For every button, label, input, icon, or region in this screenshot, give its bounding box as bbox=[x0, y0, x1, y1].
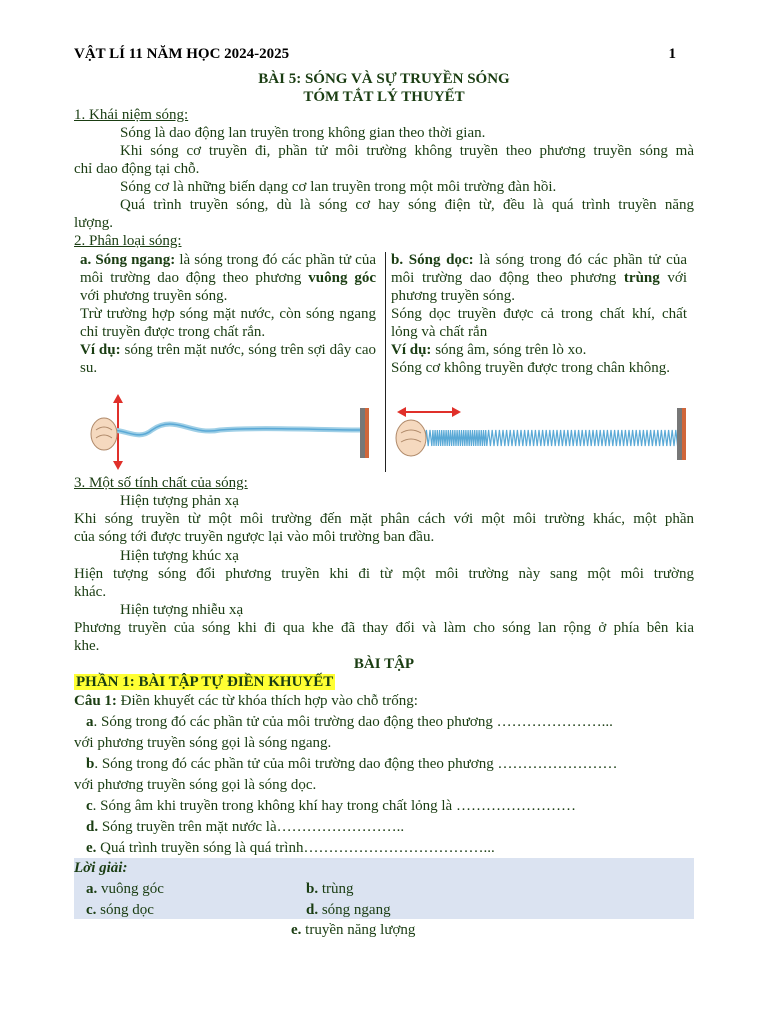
refraction-title: Hiện tượng khúc xạ bbox=[120, 548, 239, 564]
section-1-p2a: Khi sóng cơ truyền đi, phần tử môi trường không truyền theo phương truyền sóng mà bbox=[120, 143, 694, 159]
answer-d: d. sóng ngang bbox=[306, 902, 391, 918]
page-number: 1 bbox=[668, 46, 676, 62]
diffraction-text-a: Phương truyền của sóng khi đi qua khe đã thay đổi và làm cho sóng lan rộng ở phía bên kia bbox=[74, 620, 694, 636]
refraction-text-a: Hiện tượng sóng đổi phương truyền khi đi từ một môi trường này sang một môi trường bbox=[74, 566, 694, 582]
refraction-text-b: khác. bbox=[74, 584, 107, 600]
page-header bbox=[74, 45, 694, 63]
longitudinal-definition: b. Sóng dọc: là sóng trong đó các phần tử của môi trường dao động theo phương trùng với phương truyền sóng. bbox=[391, 252, 687, 304]
section-1-p1: Sóng là dao động lan truyền trong không gian theo thời gian. bbox=[120, 125, 486, 141]
section-1-heading: 1. Khái niệm sóng: bbox=[74, 107, 189, 123]
longitudinal-example: Ví dụ: sóng âm, sóng trên lò xo. bbox=[391, 342, 587, 358]
reflection-text-a: Khi sóng truyền từ một môi trường đến mặt phân cách với một môi trường khác, một phần bbox=[74, 511, 694, 527]
question-b-line2: với phương truyền sóng gọi là sóng dọc. bbox=[74, 777, 317, 793]
exercise-title: BÀI TẬP bbox=[353, 656, 415, 672]
lesson-title: BÀI 5: SÓNG VÀ SỰ TRUYỀN SÓNG bbox=[258, 71, 510, 87]
section-1-p3: Sóng cơ là những biến dạng cơ lan truyền trong một môi trường đàn hồi. bbox=[120, 179, 557, 195]
longitudinal-note-2: Sóng cơ không truyền được trong chân không. bbox=[391, 360, 670, 376]
question-c: c. Sóng âm khi truyền trong không khí hay trong chất lỏng là …………………… bbox=[86, 798, 576, 814]
longitudinal-wave-column bbox=[391, 251, 687, 377]
section-1-p4a: Quá trình truyền sóng, dù là sóng cơ hay sóng điện từ, đều là quá trình truyền năng bbox=[120, 197, 694, 213]
diffraction-text-b: khe. bbox=[74, 638, 100, 654]
section-1-p4b: lượng. bbox=[74, 215, 113, 231]
transverse-wave-column bbox=[80, 251, 376, 377]
longitudinal-wave-illustration bbox=[391, 400, 691, 470]
answer-b: b. trùng bbox=[306, 881, 354, 897]
transverse-note: Trừ trường hợp sóng mặt nước, còn sóng ngang chỉ truyền được trong chất rắn. bbox=[80, 306, 376, 340]
diffraction-title: Hiện tượng nhiễu xạ bbox=[120, 602, 244, 618]
question-a-line1: a. Sóng trong đó các phần tử của môi trường dao động theo phương …………………... bbox=[86, 714, 613, 730]
summary-title: TÓM TẮT LÝ THUYẾT bbox=[303, 89, 465, 105]
answer-e: e. truyền năng lượng bbox=[291, 922, 416, 938]
section-1-p2b: chỉ dao động tại chỗ. bbox=[74, 161, 200, 177]
transverse-wave-illustration bbox=[80, 392, 370, 472]
header-title: VẬT LÍ 11 NĂM HỌC 2024-2025 bbox=[74, 46, 290, 62]
question-d: d. Sóng truyền trên mặt nước là…………………….. bbox=[86, 819, 405, 835]
question-a-line2: với phương truyền sóng gọi là sóng ngang. bbox=[74, 735, 332, 751]
section-2-heading: 2. Phân loại sóng: bbox=[74, 233, 182, 249]
solution-label: Lời giải: bbox=[74, 860, 128, 876]
answer-c: c. sóng dọc bbox=[86, 902, 154, 918]
section-3-heading: 3. Một số tính chất của sóng: bbox=[74, 475, 248, 491]
answer-a: a. vuông góc bbox=[86, 881, 164, 897]
transverse-example: Ví dụ: sóng trên mặt nước, sóng trên sợi dây cao su. bbox=[80, 342, 376, 376]
question-b-line1: b. Sóng trong đó các phần tử của môi trường dao động theo phương …………………… bbox=[86, 756, 618, 772]
longitudinal-note: Sóng dọc truyền được cả trong chất khí, chất lỏng và chất rắn bbox=[391, 306, 687, 340]
question-1: Câu 1: Điền khuyết các từ khóa thích hợp vào chỗ trống: bbox=[74, 693, 418, 709]
reflection-text-b: của sóng tới được truyền ngược lại vào môi trường ban đầu. bbox=[74, 529, 435, 545]
part-1-heading: PHẦN 1: BÀI TẬP TỰ ĐIỀN KHUYẾT bbox=[76, 674, 334, 690]
column-divider bbox=[385, 252, 386, 472]
reflection-title: Hiện tượng phản xạ bbox=[120, 493, 239, 509]
transverse-definition: a. Sóng ngang: là sóng trong đó các phần tử của môi trường dao động theo phương vuông góc với phương truyền sóng. bbox=[80, 252, 377, 304]
question-e: e. Quá trình truyền sóng là quá trình………………………………... bbox=[86, 840, 495, 856]
